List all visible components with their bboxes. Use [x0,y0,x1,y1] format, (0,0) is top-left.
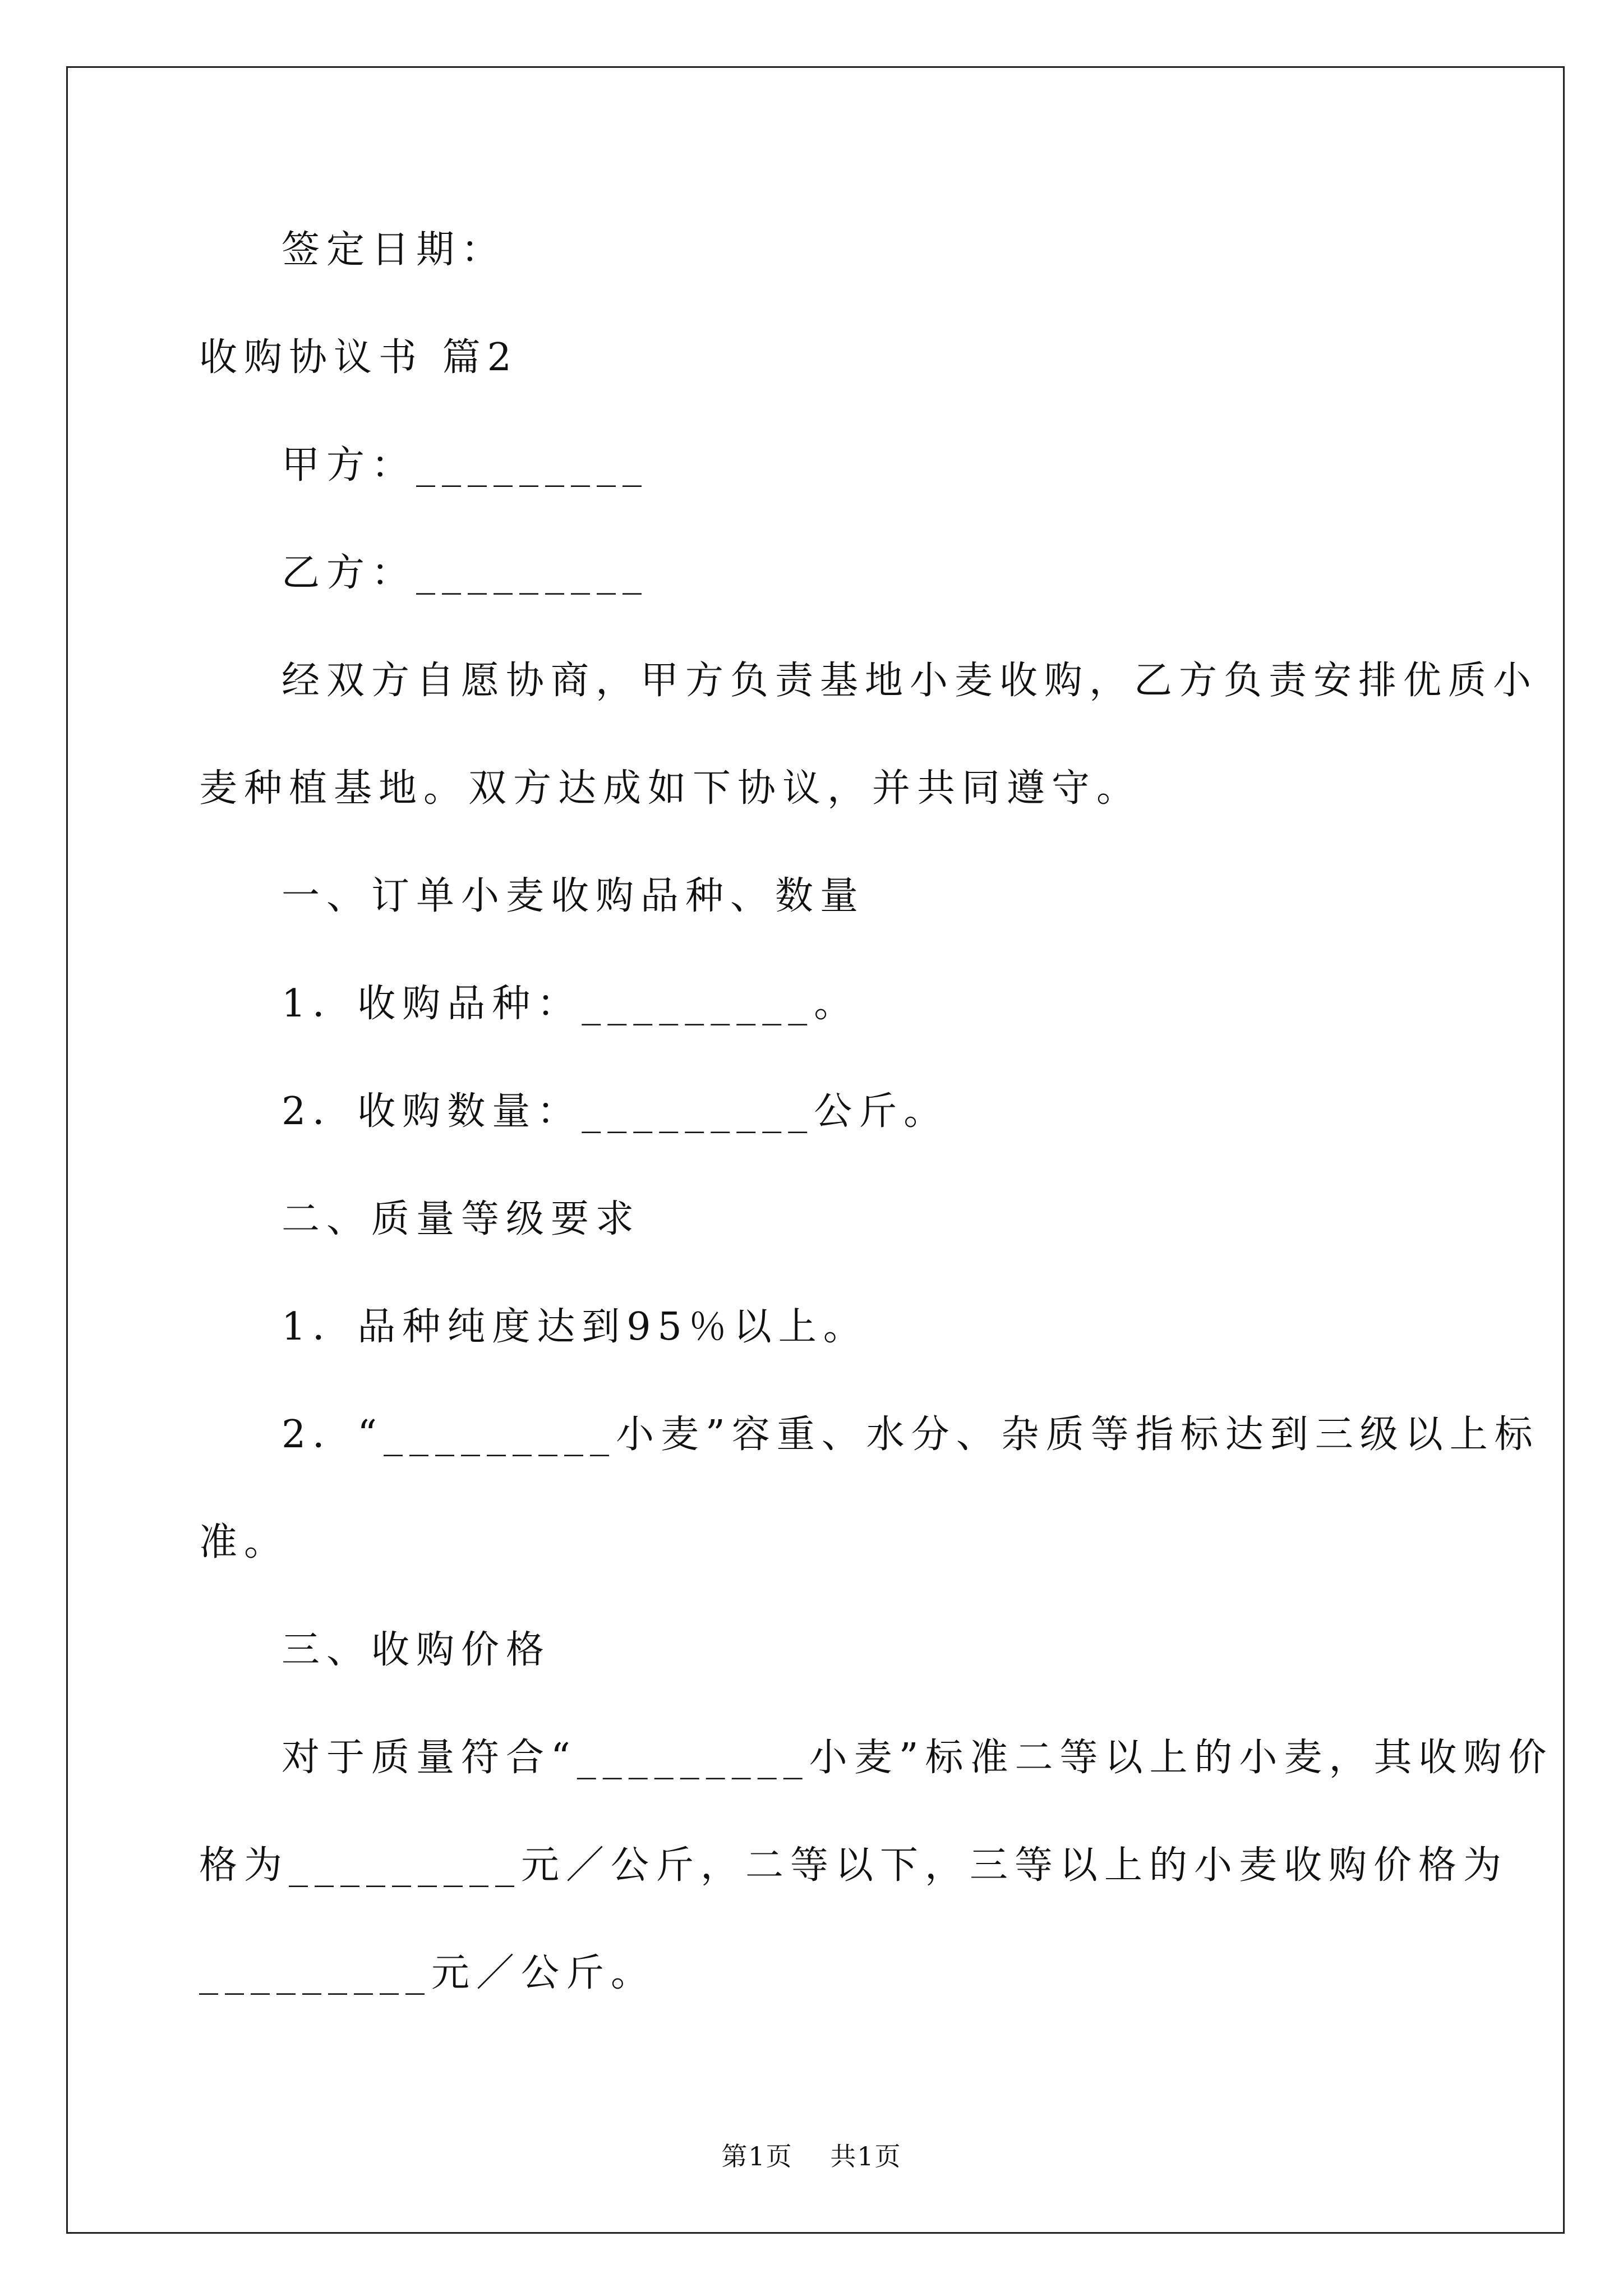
clause-item-continued: 准。 [199,1520,289,1565]
page-number: 第1页 [721,2141,793,2171]
clause-heading: 二、质量等级要求 [282,1197,641,1241]
clause-item: 2．“_________小麦”容重、水分、杂质等指标达到三级以上标 [282,1412,1539,1457]
clause-item: 1．收购品种：_________。 [282,982,859,1026]
page-footer [0,2136,1623,2173]
paragraph-line: _________元／公斤。 [199,1951,656,1995]
clause-heading: 一、订单小麦收购品种、数量 [282,874,865,918]
page-border [66,66,1565,2234]
party-b-line: 乙方：_________ [282,551,649,595]
clause-item: 2．收购数量：_________公斤。 [282,1089,949,1134]
clause-item: 1．品种纯度达到95％以上。 [282,1305,868,1349]
party-a-line: 甲方：_________ [282,443,649,487]
signing-date-line: 签定日期： [282,228,506,272]
paragraph-line: 对于质量符合“_________小麦”标准二等以上的小麦，其收购价 [282,1736,1553,1780]
paragraph-line: 麦种植基地。双方达成如下协议，并共同遵守。 [199,766,1142,811]
page-total: 共1页 [830,2141,902,2171]
paragraph-line: 格为_________元／公斤，二等以下，三等以上的小麦收购价格为 [199,1843,1509,1888]
clause-heading: 三、收购价格 [282,1628,551,1672]
section-title: 收购协议书 篇2 [199,335,518,380]
paragraph-line: 经双方自愿协商，甲方负责基地小麦收购，乙方负责安排优质小 [282,659,1538,703]
